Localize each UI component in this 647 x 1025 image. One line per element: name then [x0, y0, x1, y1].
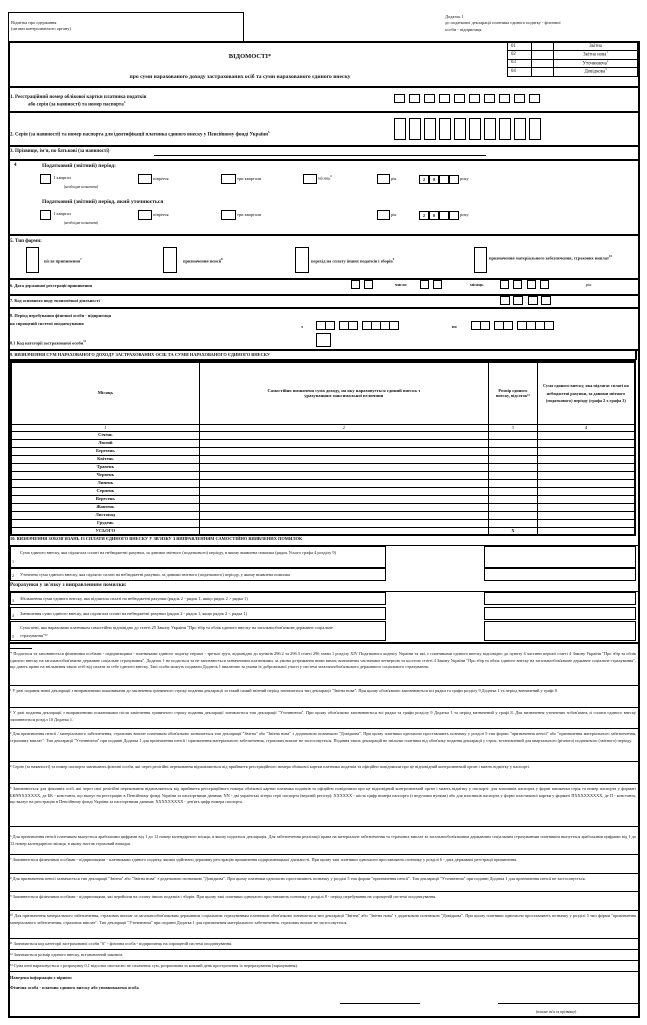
- row-text: Сума єдиного внеску, яка підлягала сплаті на небюджетні рахунки, за даними звітного (податкового) періоду, в якому виявлена помилка (рядок Усього графа 4 розділу 9): [20, 550, 337, 555]
- table-row: [11, 503, 635, 511]
- income-cell[interactable]: [199, 479, 488, 487]
- section-4-number: 4: [14, 163, 17, 168]
- income-cell[interactable]: [199, 503, 488, 511]
- clar-q1-note: (необхідне позначити): [64, 221, 99, 225]
- calc-row-3-value[interactable]: [484, 592, 636, 605]
- divider: [8, 86, 640, 88]
- correction-row-1-value[interactable]: [484, 546, 636, 568]
- calc-title: Розрахунки у зв'язку з виправленням помилки:: [10, 582, 127, 588]
- contribution-cell[interactable]: [537, 431, 635, 439]
- category-code-input[interactable]: [316, 333, 331, 347]
- doc-type-code: 03: [508, 59, 532, 68]
- income-cell[interactable]: [199, 431, 488, 439]
- doc-type-label: Звітна нова: [583, 52, 607, 58]
- doc-type-row: [508, 51, 638, 60]
- signer-label: Фізична особа - платник єдиного внеску або уповноважена особа: [10, 985, 139, 990]
- checkbox-material-support[interactable]: [474, 247, 487, 273]
- income-cell[interactable]: [199, 471, 488, 479]
- section-2-label: [10, 131, 270, 139]
- document-type-table: [507, 42, 638, 77]
- month-cell: Січень: [11, 431, 199, 439]
- page-title: ВІДОМОСТІ*: [228, 53, 272, 60]
- appendix-subtitle: до податкової декларації платника єдиного податку - фізичної: [445, 19, 561, 25]
- month-cell: Липень: [11, 479, 199, 487]
- month-cell: Жовтень: [11, 503, 199, 511]
- doc-type-row: [508, 68, 638, 77]
- row-text: Зменшення суми єдиного внеску, яка підлягала сплаті на небюджетні рахунки (рядок 2 - рядок 1, якщо рядок 2 < рядка 1): [20, 611, 248, 616]
- footnote-ref: 5: [268, 130, 270, 134]
- rate-cell[interactable]: [488, 471, 537, 479]
- doc-type-checkbox-03[interactable]: [532, 59, 554, 68]
- month-cell: Грудень: [11, 519, 199, 527]
- row-number: 4: [12, 613, 14, 618]
- clar-year-label: рік: [391, 212, 397, 217]
- contribution-cell[interactable]: [537, 471, 635, 479]
- q1-label: І квартал: [54, 175, 71, 180]
- income-table: [10, 361, 636, 536]
- table-row: [11, 447, 635, 455]
- footnote-3: ³ Для призначення пенсії / матеріального забезпечення, страхових виплат платником обов'язково зазначається тип декларації "Звітна" або "Звітна нова" з додатковою позначкою "Довідкова". При цьому платники одночасно проставляють позначку у розділі 5 тип форми "призначення пенсії" або "призначення матеріального забезпечення, страхових виплат". Тип декларації "Уточнююча" при поданні Додатка 1 для призначення пенсії / призначення матеріального забезпечення, страхових виплат не застосовується. Подання таких декларацій не звільняє платника від обов'язку подання декларації у строк, встановлений для квартального (річного) податкового (звітного) періоду.: [8, 730, 638, 762]
- month-cell: Лютий: [11, 439, 199, 447]
- rate-cell[interactable]: [488, 479, 537, 487]
- section-10-title: 10. ВИЗНАЧЕННЯ ЗОБОВ'ЯЗАНЬ ІЗ СПЛАТИ ЄДИНОГО ВНЕСКУ У ЗВ'ЯЗКУ З ВИПРАВЛЕННЯМ САМОСТІЙНО ВИЯВЛЕНИХ ПОМИЛОК: [10, 536, 303, 541]
- rate-cell[interactable]: [488, 519, 537, 527]
- contribution-cell[interactable]: [537, 503, 635, 511]
- three-quarters-label: три квартали: [237, 176, 262, 181]
- checkbox-clar-half-year[interactable]: [138, 210, 152, 220]
- form-type-label: після припинення: [44, 258, 81, 264]
- footnote-9: ⁹ Заповнюється фізичними особами - підприємцями, які перейшли на сплату інших податків і зборів. При цьому такі платники одночасно проставляють позначку у розділі 8 - період перебування на спрощеній системі оподаткування.: [8, 893, 638, 911]
- month-cell: Червень: [11, 471, 199, 479]
- footnote-ref: 7: [80, 257, 82, 261]
- table-row: [11, 519, 635, 527]
- footnote-11: ¹¹ Зазначається код категорії застрахованої особи "6" - фізична особа - підприємець на спрощеній системі оподаткування.: [8, 940, 638, 950]
- row-number: 2: [12, 573, 14, 578]
- income-cell[interactable]: [199, 487, 488, 495]
- section-8-line1: 8. Період перебування фізичної особи - підприємця: [10, 313, 112, 318]
- checkbox-year[interactable]: [377, 174, 390, 184]
- income-cell[interactable]: [199, 511, 488, 519]
- income-cell[interactable]: [199, 519, 488, 527]
- economic-activity-code-input[interactable]: .: [0, 296, 640, 306]
- table-row: [11, 511, 635, 519]
- clar-year-digit-3-input[interactable]: [439, 211, 449, 220]
- clar-half-year-label: півріччя: [153, 212, 169, 217]
- year-digit-2: 0: [429, 175, 439, 184]
- section-1-line2: або серія (за наявності) та номер паспорта: [28, 102, 124, 108]
- footnote-ref: 9: [392, 257, 395, 261]
- table-row: [11, 439, 635, 447]
- total-rate-cell: X: [488, 527, 537, 535]
- correction-row-2-value[interactable]: [484, 568, 636, 581]
- period-row: [0, 174, 640, 194]
- year-digit-3-input[interactable]: [439, 175, 449, 184]
- table-row: [11, 479, 635, 487]
- rate-cell[interactable]: [488, 511, 537, 519]
- total-row: [11, 527, 635, 535]
- year-label: рік: [391, 176, 397, 181]
- table-header-row: [11, 362, 635, 424]
- col-number: 2: [199, 424, 488, 431]
- footnote-separator: [10, 648, 32, 649]
- contribution-cell[interactable]: [537, 439, 635, 447]
- doc-type-label: Звітна: [589, 43, 602, 49]
- footnote-4: ⁴ Серію (за наявності) та номер паспорта зазначають фізичні особи, які через релігійні переконання відмовляються від прийняття реєстраційного номера облікової картки платника податків та офіційно повідомили про це відповідний контролюючий орган і мають відмітку у паспорті.: [8, 763, 638, 784]
- clar-year-digit-2: 0: [429, 211, 439, 220]
- month-label: місяць: [318, 175, 331, 181]
- checkbox-q1[interactable]: [40, 174, 51, 184]
- footnote-ref: 1: [606, 50, 608, 54]
- table-row: [11, 455, 635, 463]
- col-number: 1: [11, 424, 199, 431]
- section-3-label: 3. Прізвище, ім'я, по батькові (за наявності): [10, 149, 110, 154]
- contribution-cell[interactable]: [537, 519, 635, 527]
- footnote-2: ² У разі подання декларації з виправленими показниками після закінчення граничного строку подання декларації зазначається тип декларації "Уточнююча". При цьому обов'язково заповнюються всі рядки та графи розділу 9 Додатка 1 та період визначений у графі 8. Для визначення уточнених зобов'язань зі сплати єдиного внеску заповнюється розділ 10 Додатка 1.: [8, 709, 638, 729]
- section-1-line1: 1. Реєстраційний номер облікової картки платника податків: [10, 95, 147, 100]
- table-row: [11, 471, 635, 479]
- to-label: по: [452, 324, 457, 329]
- day-label: число: [395, 282, 407, 287]
- col-number: 3: [488, 424, 537, 431]
- name-caption: (власне ім'я та прізвище): [536, 1010, 577, 1014]
- full-name-input[interactable]: [154, 155, 486, 156]
- stamp-box: [8, 12, 244, 42]
- footnote-main: * Подається та заповнюється фізичними особами - підприємцями - платниками єдиного податку першої - третьої груп, відповідно до пунктів 296.2 та 296.3 статті 296 глави 1 розділу XIV Податкового кодексу України та які, є платниками єдиного внеску відповідно до пункту 4 частини першої статті 4 Закону України "Про збір та облік єдиного внеску на загальнообов'язкове державне соціальне страхування". Додаток 1 не подається та не заповнюється зазначеними платниками, за умови дотримання ними вимог, визначених частинами четвертою та шостою статті 4 Закону України "Про збір та облік єдиного внеску на загальнообов'язкове державне соціальне страхування", що дають право на звільнення таких осіб від сплати за себе єдиного внеску. Такі особи можуть подавати Додаток 1 виключно за умови їх добровільної участі у системі загальнообов'язкового державного соціального страхування.: [8, 650, 638, 686]
- row-text: Сума пені, яка нарахована платником самостійно відповідно до статті 25 Закону України "Про збір та облік єдиного внеску на загальнообов'язкове державне соціальне страхування"¹³: [20, 625, 333, 639]
- footnote-ref: 2: [606, 58, 609, 63]
- half-year-label: півріччя: [153, 176, 169, 181]
- col-header-income: Самостійно визначена сума доходу, на яку нараховується єдиний внесок з урахуванням максимальної величини: [199, 362, 488, 424]
- contribution-cell[interactable]: [537, 463, 635, 471]
- row-text: Збільшення суми єдиного внеску, яка підлягала сплаті на небюджетні рахунки (рядок 2 - рядок 1, якщо рядок 2 > рядка 1): [20, 596, 248, 601]
- contribution-cell[interactable]: [537, 487, 635, 495]
- year-digit-1: 2: [419, 175, 429, 184]
- stamp-label: Відмітка про одержання: [11, 20, 57, 25]
- rate-cell[interactable]: [488, 431, 537, 439]
- footnote-ref: 10: [608, 254, 612, 258]
- checkbox-pension[interactable]: [163, 247, 177, 273]
- page-subtitle: про суми нарахованого доходу застрахованих осіб та суми нарахованого єдиного внеску: [129, 74, 351, 80]
- footnote-10: ¹⁰ Для призначення матеріального забезпечення, страхових виплат за загальнообов'язковим державним соціальним страхуванням платником обов'язково зазначається тип декларації "Звітна" або "Звітна нова" з додатковою позначкою "Довідкова". При цьому платники одночасно проставляють позначку у розділі 5 тип форми "призначення матеріального забезпечення, страхових виплат". Тип декларації "Уточнююча" при поданні Додатка 1 для призначення матеріального забезпечення, страхових виплат не застосовується.: [8, 912, 638, 939]
- table-row: [11, 487, 635, 495]
- checkbox-other-taxes[interactable]: [295, 247, 309, 273]
- clar-year-suffix: року: [460, 212, 469, 217]
- rate-cell[interactable]: [488, 455, 537, 463]
- col-number: 4: [537, 424, 635, 431]
- section-8-1-label: [10, 340, 86, 346]
- calc-row-4-value[interactable]: [484, 607, 636, 620]
- checkbox-month[interactable]: [303, 174, 317, 184]
- section-9-title: 9. ВИЗНАЧЕННЯ СУМ НАРАХОВАНОГО ДОХОДУ ЗАСТРАХОВАНИХ ОСІБ ТА СУМИ НАРАХОВАНОГО ЄДИНОГО ВНЕСКУ: [10, 352, 271, 357]
- doc-type-checkbox-04[interactable]: [532, 68, 554, 77]
- month-cell: Квітень: [11, 455, 199, 463]
- calc-row-5-value[interactable]: [484, 621, 636, 641]
- table-row: [11, 463, 635, 471]
- income-cell[interactable]: [199, 447, 488, 455]
- appendix-subtitle-2: особи - підприємця: [445, 27, 482, 32]
- row-number: 3: [12, 598, 14, 603]
- section-5-title: 5. Тип форми:: [10, 239, 42, 244]
- checkbox-clar-three-quarters[interactable]: [221, 210, 236, 220]
- income-cell[interactable]: [199, 495, 488, 503]
- footnote-8: ⁸ Для призначення пенсії зазначається тип декларації "Звітна" або "Звітна нова" з додатковою позначкою "Довідкова". При цьому платники одночасно проставляють позначку у розділі 5 тип форми "призначення пенсії". Тип декларації "Уточнююча" при поданні Додатка 1 для призначення пенсії не застосовується.: [8, 875, 638, 892]
- form-type-row: [0, 247, 640, 277]
- clar-three-quarters-label: три квартали: [237, 212, 262, 217]
- clarified-period-row: [0, 210, 640, 230]
- col-header-rate: Розмір єдиного внеску, відсоток¹²: [488, 362, 537, 424]
- month-label: місяць: [470, 282, 484, 287]
- q1-note: (необхідне позначити): [64, 185, 99, 189]
- confirm-label: Наведена інформація є вірною:: [10, 975, 73, 980]
- income-cell[interactable]: [199, 439, 488, 447]
- row-number: 5: [12, 634, 14, 639]
- checkbox-after-termination[interactable]: [26, 247, 39, 273]
- clar-q1-label: І квартал: [54, 211, 71, 216]
- form-type-label: перехід на сплату інших податків і зборів: [311, 258, 393, 264]
- total-contribution-cell[interactable]: [537, 527, 635, 535]
- footnote-7: ⁷ Заповнюється фізичними особами - підприємцями - платниками єдиного податку, якими здійснено державну реєстрацію припинення підприємницької діяльності. При цьому такі платники одночасно проставляють позначку у розділі 6 - дата державної реєстрації припинення.: [8, 856, 638, 874]
- row-number: 1: [12, 559, 14, 564]
- contribution-cell[interactable]: [537, 495, 635, 503]
- month-cell: Березень: [11, 447, 199, 455]
- termination-date-input[interactable]: [0, 280, 640, 292]
- signature-line[interactable]: [340, 1003, 420, 1004]
- month-cell: Вересень: [11, 495, 199, 503]
- checkbox-clar-q1[interactable]: [40, 210, 51, 220]
- footnote-ref: 3: [605, 67, 607, 72]
- checkbox-three-quarters[interactable]: [221, 174, 236, 184]
- doc-type-code: 01: [508, 43, 532, 51]
- month-cell: Листопад: [11, 511, 199, 519]
- appendix-header: [445, 14, 645, 33]
- month-cell: Травень: [11, 463, 199, 471]
- checkbox-clar-year[interactable]: [377, 210, 390, 220]
- footnote-13: ¹³ Сума пені нараховується з розрахунку 0,1 відсотка своєчасно не сплачених сум, розрахована за кожний день прострочення їх перерахування (зарахування).: [8, 962, 638, 972]
- footnote-ref: 6: [330, 174, 332, 178]
- checkbox-half-year[interactable]: [138, 174, 152, 184]
- clarified-period-title: Податковий (звітний) період, який уточнюється: [42, 199, 164, 205]
- doc-type-label: Довідкова: [584, 69, 606, 75]
- footnote-12: ¹² Зазначається розмір єдиного внеску, встановлений законом.: [8, 951, 638, 961]
- contribution-cell[interactable]: [537, 479, 635, 487]
- contribution-cell[interactable]: [537, 447, 635, 455]
- rate-cell[interactable]: [488, 495, 537, 503]
- form-type-label: призначення пенсії: [183, 258, 222, 264]
- table-row: [11, 431, 635, 439]
- contribution-cell[interactable]: [537, 455, 635, 463]
- doc-type-code: 02: [508, 51, 532, 60]
- table-row: [11, 495, 635, 503]
- footnote-1: ¹ У разі подання нової декларації з виправленими показниками до закінчення граничного строку подання декларації за такий самий звітний період зазначається тип декларації "Звітна нова". При цьому обов'язково заповнюються всі рядки та графи розділу 9 Додатка 1 та період визначений у графі 8.: [8, 687, 638, 708]
- rate-cell[interactable]: [488, 463, 537, 471]
- rate-cell[interactable]: [488, 503, 537, 511]
- section-8-line2: на спрощеній системі оподаткування: [10, 321, 84, 327]
- footnote-6: ⁶ Для призначення пенсії платником вказується арабськими цифрами від 1 до 12 номер календарного місяця, в якому подається декларація. Для забезпечення реалізації права на матеріальне забезпечення та страхових виплат за загальнообов'язковим державним соціальним страхуванням платником вказується арабськими цифрами від 1 до 12 номер календарного місяця, в якому настав страховий випадок.: [8, 828, 638, 855]
- doc-type-row: [508, 59, 638, 68]
- section-8-label: [10, 312, 111, 329]
- footnote-ref: 11: [83, 339, 87, 343]
- month-cell: Серпень: [11, 487, 199, 495]
- section-6-label: 6. Дата державної реєстрації припинення: [10, 283, 93, 288]
- year-label: рік: [586, 282, 592, 287]
- stamp-caption: (штамп контролюючого органу): [11, 26, 71, 31]
- from-label: з: [301, 324, 303, 329]
- rate-cell[interactable]: [488, 447, 537, 455]
- name-line[interactable]: [498, 1003, 638, 1004]
- income-cell[interactable]: [199, 463, 488, 471]
- section-2-text: 2. Серія (за наявності) та номер паспорта для ідентифікації платника єдиного внеску у Пенсійному фонді України: [10, 132, 269, 138]
- doc-type-row: [508, 43, 638, 51]
- total-income-cell[interactable]: [199, 527, 488, 535]
- footnote-ref: 8: [221, 257, 223, 261]
- col-header-contribution: Сума єдиного внеску, яка підлягає сплаті на небюджетні рахунки, за даними звітного (податкового) періоду (графа 2 х графа 3): [537, 362, 635, 424]
- doc-type-label: Уточнююча: [582, 61, 607, 67]
- col-number-row: [11, 424, 635, 431]
- section-1-label: [10, 95, 146, 109]
- rate-cell[interactable]: [488, 487, 537, 495]
- doc-type-code: 04: [508, 68, 532, 77]
- footnote-ref: 4: [123, 100, 126, 105]
- year-digit-4-input[interactable]: [449, 175, 459, 184]
- category-code-label: 8.1 Код категорії застрахованої особи: [10, 340, 84, 346]
- contribution-cell[interactable]: [537, 511, 635, 519]
- clar-year-digit-1: 2: [419, 211, 429, 220]
- total-label: УСЬОГО: [11, 527, 199, 535]
- rate-cell[interactable]: [488, 439, 537, 447]
- income-cell[interactable]: [199, 455, 488, 463]
- doc-type-checkbox-01[interactable]: [532, 43, 554, 51]
- year-suffix: року: [460, 176, 469, 181]
- form-type-label: призначення матеріального забезпечення, страхових виплат: [489, 255, 609, 261]
- doc-type-checkbox-02[interactable]: [532, 51, 554, 60]
- clar-year-digit-4-input[interactable]: [449, 211, 459, 220]
- row-text: Уточнена сума єдиного внеску, яка підлягає сплаті на небюджетні рахунки, за даними звітного (податкового) періоду, у якому виявлена помилка: [20, 572, 290, 577]
- footnote-5: ⁵ Заповнюється для фізичних осіб, які через свої релігійні переконання відмовляються від прийняття реєстраційного номера облікової картки платника податків та офіційно повідомили про це відповідний контролюючий орган і мають відмітку у паспорті: для власників паспорта у формі книжечки серія та номер паспорта у форматі БКNNXXXXXX, де БК - константа, що вказує на реєстрацію в Пенсійному фонді України за паспортними даними; NN - дві українські літери серії паспорта (верхній регістр); XXXXXX - шість цифр номера паспорта (з ведучими нулями) або для власників паспорта у формі пластикової картки у форматі ПXXXXXXXXX, де П - константа, що вказує на реєстрацію в Пенсійному фонді України за паспортними даними; XXXXXXXXX - дев'ять цифр номера паспорта.: [8, 785, 638, 827]
- col-header-month: Місяць: [11, 362, 199, 424]
- section-4-title: Податковий (звітний) період:: [42, 163, 116, 169]
- section-7-label: 7. Код основного виду економічної діяльності: [10, 298, 100, 303]
- appendix-title: Додаток 1: [445, 14, 464, 19]
